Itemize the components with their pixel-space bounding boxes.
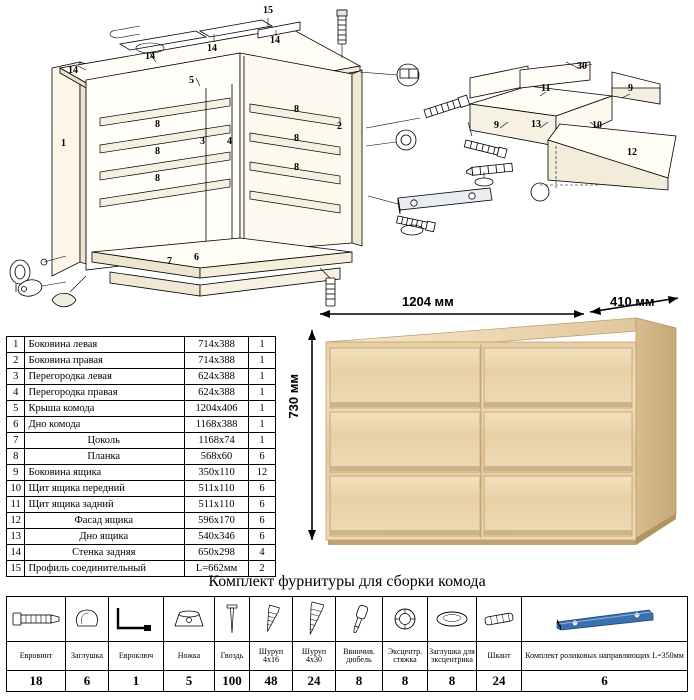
callout-11: 11 xyxy=(541,83,551,94)
part-name: Дно ящика xyxy=(25,529,185,545)
callout-8-b: 8 xyxy=(155,146,160,157)
hardware-names-row xyxy=(7,642,688,671)
cap-icon xyxy=(70,606,104,632)
part-name: Перегородка правая xyxy=(25,385,185,401)
part-name: Щит ящика задний xyxy=(25,497,185,513)
part-number: 3 xyxy=(7,369,25,385)
hardware-count-slide-rail: 6 xyxy=(522,671,688,692)
exploded-diagram-svg xyxy=(0,0,694,320)
part-name: Фасад ящика xyxy=(25,513,185,529)
part-name: Крыша комода xyxy=(25,401,185,417)
hardware-name-cap: Заглушка xyxy=(66,642,109,671)
callout-5: 5 xyxy=(189,75,194,86)
table-row xyxy=(7,449,276,465)
table-row xyxy=(7,481,276,497)
hardware-kit-title: Комплект фурнитуры для сборки комода xyxy=(208,573,486,590)
part-qty: 4 xyxy=(249,545,276,561)
screw-4x30-icon xyxy=(297,600,331,638)
foot-icon xyxy=(167,606,211,632)
callout-8-c: 8 xyxy=(155,173,160,184)
hardware-count-nail: 100 xyxy=(215,671,250,692)
parts-list-body xyxy=(7,337,276,577)
screwdriver-icon xyxy=(339,602,379,636)
table-row xyxy=(7,369,276,385)
hardware-count-screwdriver: 8 xyxy=(336,671,383,692)
callout-1: 1 xyxy=(61,138,66,149)
callout-8-d: 8 xyxy=(294,104,299,115)
part-name: Цоколь xyxy=(25,433,185,449)
hardware-count-euro-key: 1 xyxy=(109,671,164,692)
table-row xyxy=(7,513,276,529)
part-size: 596х170 xyxy=(185,513,249,529)
product-photo-block xyxy=(284,290,692,570)
part-size: L=662мм xyxy=(185,561,249,577)
hardware-name-nail: Гвоздь xyxy=(215,642,250,671)
euro-key-icon xyxy=(112,604,160,634)
part-qty: 2 xyxy=(249,561,276,577)
callout-9-b: 9 xyxy=(494,120,499,131)
hardware-count-foot: 5 xyxy=(164,671,215,692)
hardware-counts-row xyxy=(7,671,688,692)
table-row xyxy=(7,497,276,513)
hardware-count-eccentric-cap: 8 xyxy=(428,671,477,692)
part-qty: 1 xyxy=(249,337,276,353)
hardware-cell-screwdriver xyxy=(336,597,383,642)
eccentric-cap-icon xyxy=(432,607,472,631)
hardware-name-eccentric: Эксцентр. стяжка xyxy=(383,642,428,671)
hardware-name-euro-screw: Евровинт xyxy=(7,642,66,671)
eccentric-icon xyxy=(387,604,423,634)
part-qty: 6 xyxy=(249,497,276,513)
part-size: 714х388 xyxy=(185,353,249,369)
part-number: 12 xyxy=(7,513,25,529)
part-size: 650х298 xyxy=(185,545,249,561)
part-qty: 1 xyxy=(249,401,276,417)
table-row xyxy=(7,385,276,401)
part-number: 7 xyxy=(7,433,25,449)
part-qty: 6 xyxy=(249,513,276,529)
table-row xyxy=(7,401,276,417)
parts-list-table xyxy=(6,336,276,577)
hardware-name-screw-4x16: Шуруп 4х16 xyxy=(250,642,293,671)
slide-rail-icon xyxy=(553,606,657,632)
nail-icon xyxy=(222,602,242,636)
height-dimension-label: 730 мм xyxy=(286,374,301,419)
hardware-name-euro-key: Евроключ xyxy=(109,642,164,671)
hardware-name-slide-rail: Комплект роликовых направляющих L=350мм xyxy=(522,642,688,671)
hardware-icons-row xyxy=(7,597,688,642)
table-row xyxy=(7,433,276,449)
part-number: 11 xyxy=(7,497,25,513)
part-number: 15 xyxy=(7,561,25,577)
callout-2: 2 xyxy=(337,121,342,132)
dowel-icon xyxy=(479,609,519,629)
exploded-assembly-diagram xyxy=(0,0,694,320)
hardware-count-eccentric: 8 xyxy=(383,671,428,692)
part-number: 4 xyxy=(7,385,25,401)
part-name: Стенка задняя xyxy=(25,545,185,561)
callout-7: 7 xyxy=(167,256,172,267)
part-size: 540х346 xyxy=(185,529,249,545)
hardware-count-screw-4x16: 48 xyxy=(250,671,293,692)
hardware-name-foot: Ножка xyxy=(164,642,215,671)
part-qty: 12 xyxy=(249,465,276,481)
callout-13: 13 xyxy=(531,119,541,130)
part-number: 6 xyxy=(7,417,25,433)
part-size: 714х388 xyxy=(185,337,249,353)
part-number: 9 xyxy=(7,465,25,481)
part-size: 1168х388 xyxy=(185,417,249,433)
part-qty: 1 xyxy=(249,385,276,401)
hardware-cell-eccentric-cap xyxy=(428,597,477,642)
hardware-cell-euro-key xyxy=(109,597,164,642)
hardware-count-dowel: 24 xyxy=(477,671,522,692)
callout-30: 30 xyxy=(577,61,587,72)
hardware-name-eccentric-cap: Заглушка для эксцентрика xyxy=(428,642,477,671)
hardware-count-euro-screw: 18 xyxy=(7,671,66,692)
table-row xyxy=(7,337,276,353)
table-row xyxy=(7,417,276,433)
part-qty: 1 xyxy=(249,369,276,385)
part-number: 8 xyxy=(7,449,25,465)
table-row xyxy=(7,529,276,545)
hardware-cell-screw-4x16 xyxy=(250,597,293,642)
hardware-cell-nail xyxy=(215,597,250,642)
hardware-cell-slide-rail xyxy=(522,597,688,642)
table-row xyxy=(7,353,276,369)
part-size: 511х110 xyxy=(185,481,249,497)
part-size: 624х388 xyxy=(185,385,249,401)
part-name: Дно комода xyxy=(25,417,185,433)
callout-8-f: 8 xyxy=(294,162,299,173)
hardware-name-screwdriver: Ввинчив. дюбель xyxy=(336,642,383,671)
part-number: 10 xyxy=(7,481,25,497)
product-photo-svg xyxy=(284,290,692,570)
part-qty: 6 xyxy=(249,481,276,497)
hardware-cell-cap xyxy=(66,597,109,642)
part-qty: 1 xyxy=(249,417,276,433)
part-qty: 6 xyxy=(249,449,276,465)
part-size: 624х388 xyxy=(185,369,249,385)
hardware-count-cap: 6 xyxy=(66,671,109,692)
table-row xyxy=(7,465,276,481)
part-size: 568х60 xyxy=(185,449,249,465)
callout-10: 10 xyxy=(592,120,602,131)
hardware-cell-screw-4x30 xyxy=(293,597,336,642)
part-qty: 1 xyxy=(249,433,276,449)
part-name: Боковина ящика xyxy=(25,465,185,481)
euro-screw-icon xyxy=(9,606,63,632)
part-size: 511х110 xyxy=(185,497,249,513)
part-name: Перегородка левая xyxy=(25,369,185,385)
hardware-name-dowel: Шкант xyxy=(477,642,522,671)
callout-14-a: 14 xyxy=(207,43,217,54)
depth-dimension-label: 410 мм xyxy=(610,294,655,309)
hardware-cell-euro-screw xyxy=(7,597,66,642)
part-name: Планка xyxy=(25,449,185,465)
callout-12: 12 xyxy=(627,147,637,158)
part-name: Щит ящика передний xyxy=(25,481,185,497)
part-size: 1168х74 xyxy=(185,433,249,449)
part-name: Боковина левая xyxy=(25,337,185,353)
callout-14-c: 14 xyxy=(270,35,280,46)
table-row xyxy=(7,545,276,561)
part-number: 1 xyxy=(7,337,25,353)
callout-3: 3 xyxy=(200,136,205,147)
part-size: 350х110 xyxy=(185,465,249,481)
part-name: Боковина правая xyxy=(25,353,185,369)
hardware-kit-table xyxy=(6,596,688,692)
hardware-cell-foot xyxy=(164,597,215,642)
part-size: 1204х406 xyxy=(185,401,249,417)
callout-14-d: 14 xyxy=(68,65,78,76)
width-dimension-label: 1204 мм xyxy=(402,294,454,309)
part-number: 5 xyxy=(7,401,25,417)
callout-6: 6 xyxy=(194,252,199,263)
part-qty: 6 xyxy=(249,529,276,545)
callout-9-a: 9 xyxy=(628,83,633,94)
hardware-name-screw-4x30: Шуруп 4х30 xyxy=(293,642,336,671)
hardware-count-screw-4x30: 24 xyxy=(293,671,336,692)
part-number: 2 xyxy=(7,353,25,369)
callout-4: 4 xyxy=(227,136,232,147)
callout-14-b: 14 xyxy=(145,51,155,62)
callout-15: 15 xyxy=(263,5,273,16)
screw-4x16-icon xyxy=(254,602,288,636)
part-name: Профиль соединительный xyxy=(25,561,185,577)
part-qty: 1 xyxy=(249,353,276,369)
part-number: 14 xyxy=(7,545,25,561)
part-number: 13 xyxy=(7,529,25,545)
hardware-cell-dowel xyxy=(477,597,522,642)
callout-8-a: 8 xyxy=(155,119,160,130)
callout-8-e: 8 xyxy=(294,133,299,144)
hardware-cell-eccentric xyxy=(383,597,428,642)
